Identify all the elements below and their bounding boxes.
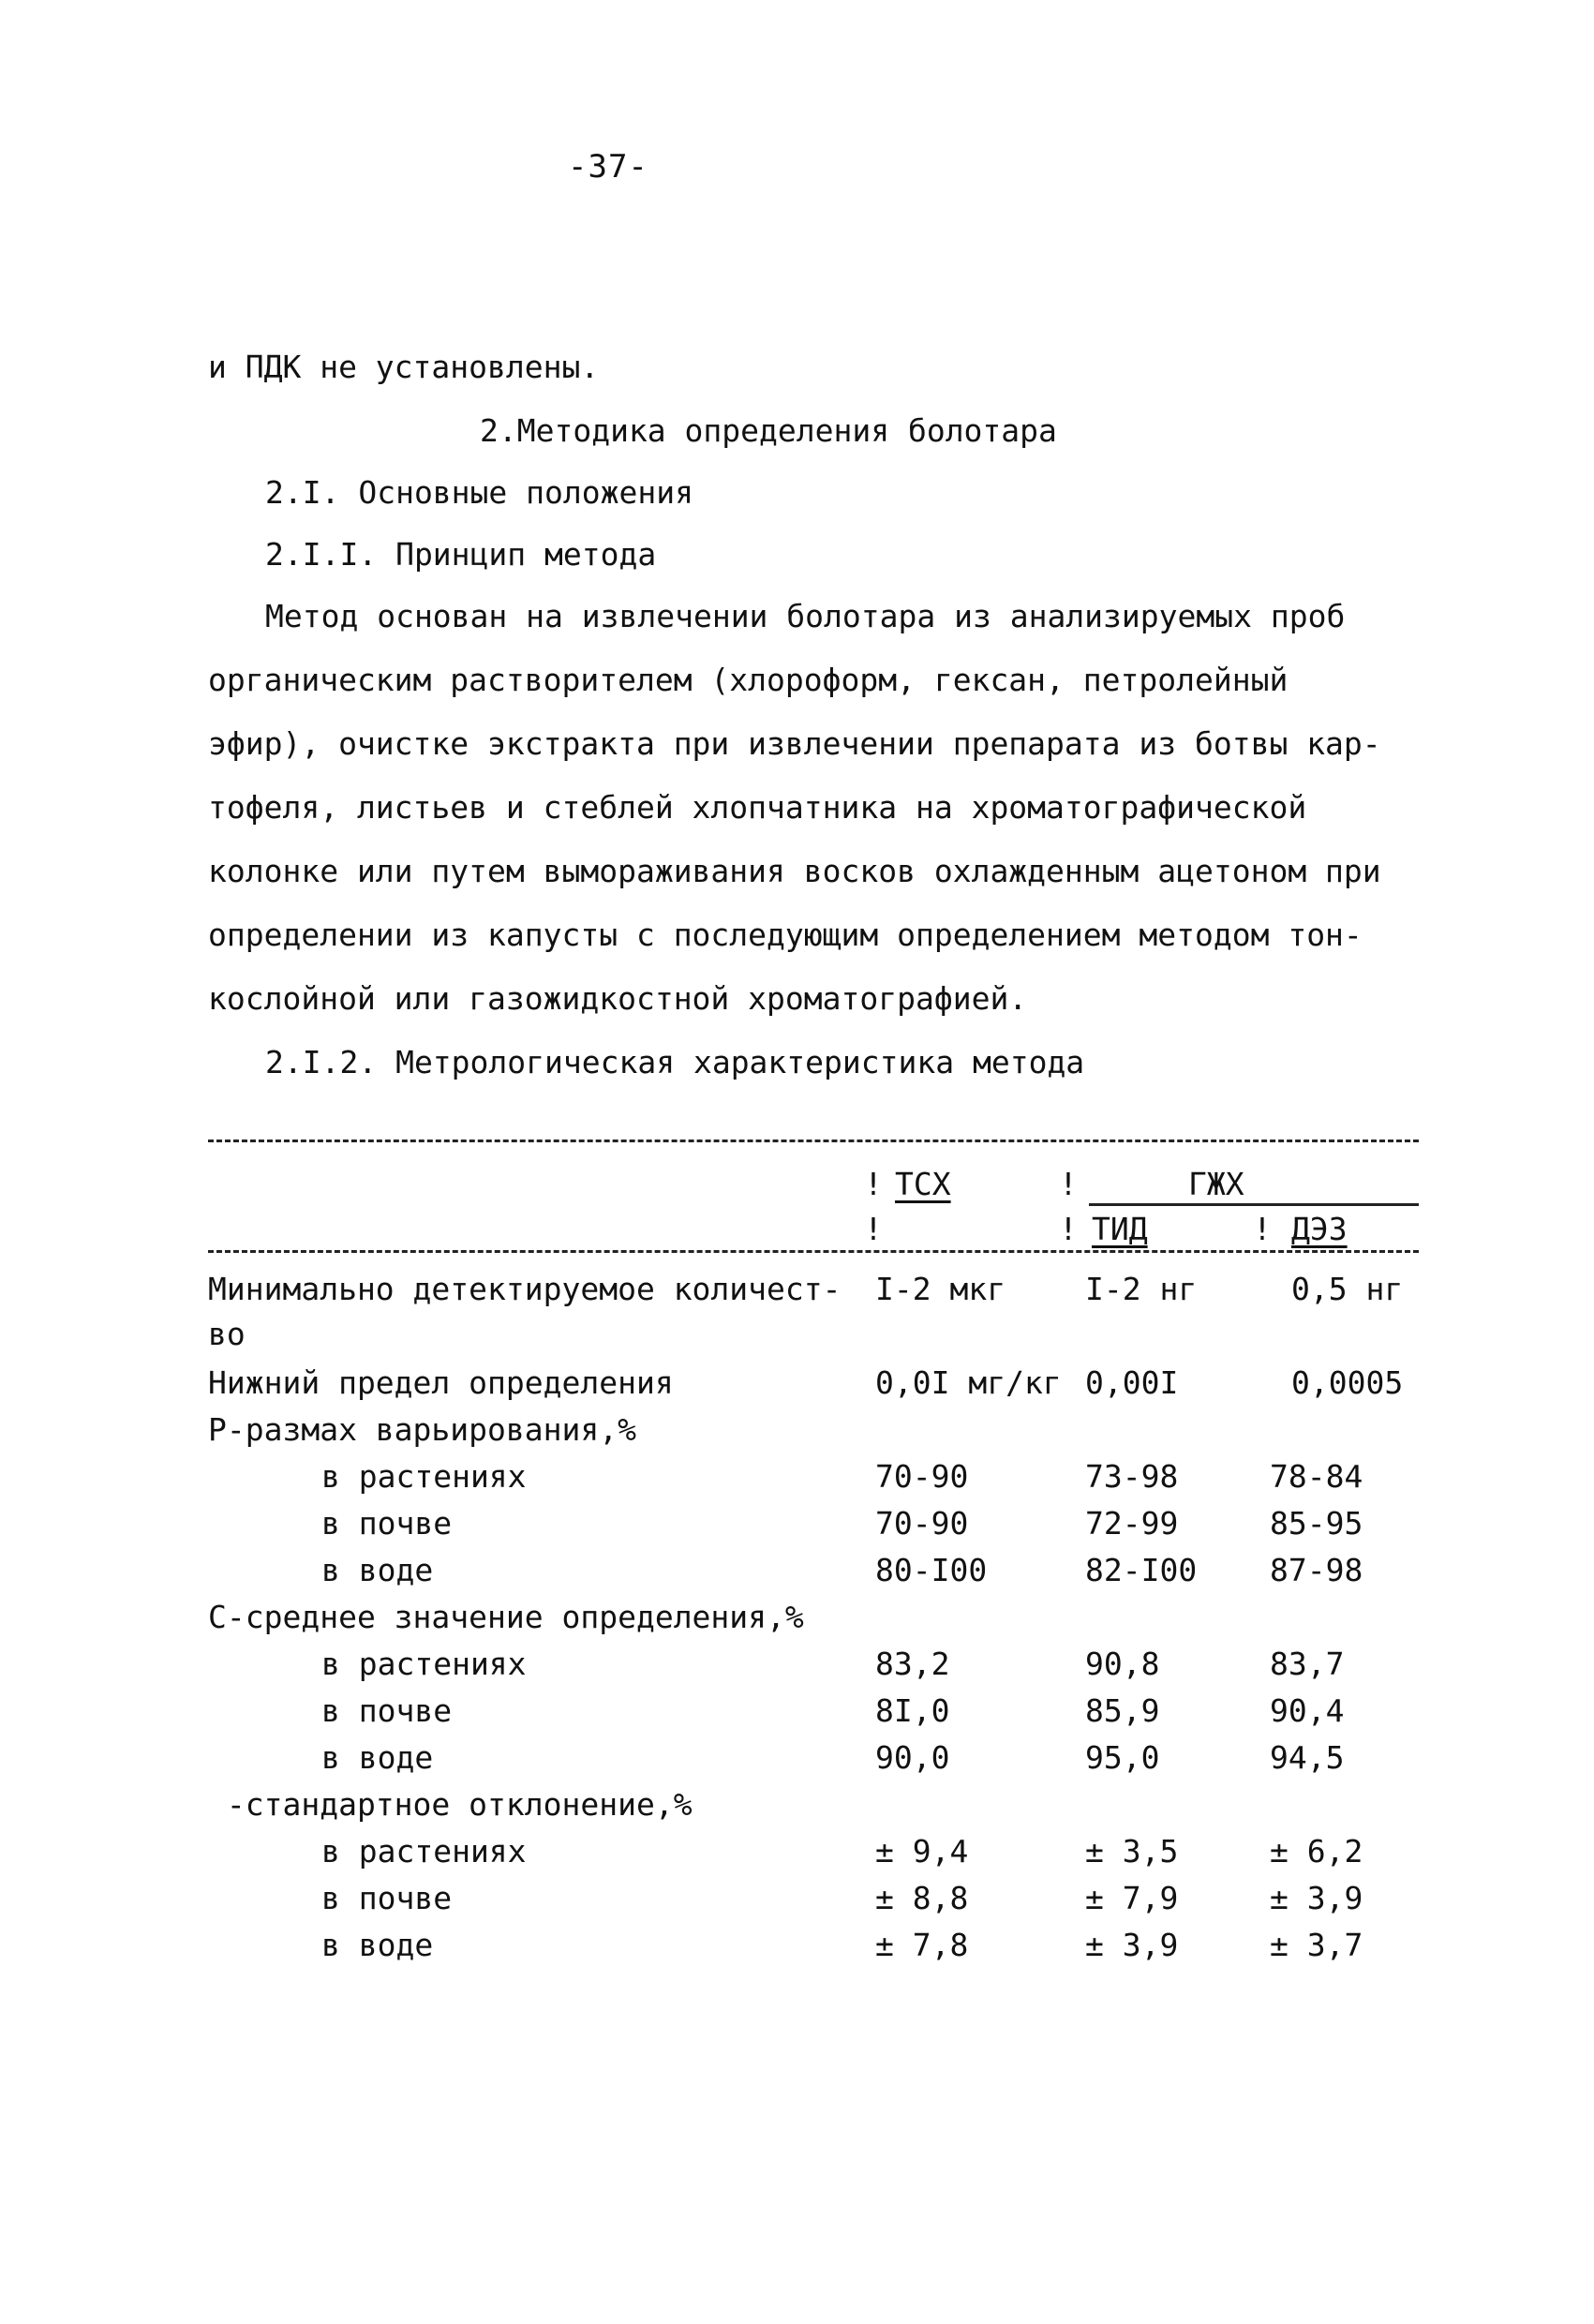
column-separator: ! <box>864 1211 883 1247</box>
cell-tid: 82-I00 <box>1085 1552 1198 1588</box>
row-label: в растениях <box>321 1646 527 1682</box>
cell-dez: 85-95 <box>1270 1505 1363 1542</box>
table-row <box>0 1552 1594 1599</box>
row-label: Нижний предел определения <box>208 1364 674 1401</box>
cell-tid: 0,00I <box>1085 1364 1179 1401</box>
cell-dez: ± 3,7 <box>1270 1927 1363 1963</box>
cell-tid: 85,9 <box>1085 1692 1160 1729</box>
row-label: в почве <box>321 1880 453 1916</box>
intro-line: и ПДК не установлены. <box>208 349 600 385</box>
paragraph-line: колонке или путем вымораживания восков охлажденным ацетоном при <box>208 853 1381 889</box>
cell-tcx: 83,2 <box>875 1646 950 1682</box>
column-separator: ! <box>1059 1166 1078 1202</box>
row-label: в воде <box>321 1739 434 1776</box>
table-row <box>0 1271 1594 1318</box>
header-bottom-rule <box>208 1250 1419 1253</box>
table-row <box>0 1739 1594 1786</box>
table-row <box>0 1364 1594 1411</box>
subsection-heading: 2.I.2. Метрологическая характеристика метода <box>265 1044 1085 1080</box>
paragraph-line: органическим растворителем (хлороформ, гексан, петролейный <box>208 662 1289 698</box>
row-label: в почве <box>321 1692 453 1729</box>
subsection-heading: 2.I. Основные положения <box>265 474 693 511</box>
row-label: С-среднее значение определения,% <box>208 1599 804 1635</box>
group-underline <box>1089 1203 1419 1206</box>
column-separator: ! <box>864 1166 883 1202</box>
cell-tcx: ± 7,8 <box>875 1927 969 1963</box>
paragraph-line: эфир), очистке экстракта при извлечении препарата из ботвы кар- <box>208 725 1381 762</box>
cell-tcx: 70-90 <box>875 1505 969 1542</box>
row-label: в почве <box>321 1505 453 1542</box>
cell-tid: 90,8 <box>1085 1646 1160 1682</box>
row-label: в растениях <box>321 1833 527 1870</box>
paragraph-line: тофеля, листьев и стеблей хлопчатника на хроматографической <box>208 789 1307 826</box>
cell-dez: ± 3,9 <box>1270 1880 1363 1916</box>
table-row <box>0 1505 1594 1552</box>
cell-tid: 72-99 <box>1085 1505 1179 1542</box>
table-row <box>0 1646 1594 1692</box>
subsection-heading: 2.I.I. Принцип метода <box>265 536 657 573</box>
cell-dez: ± 6,2 <box>1270 1833 1363 1870</box>
page-number: -37- <box>568 148 648 186</box>
column-separator: ! <box>1059 1211 1078 1247</box>
table-row <box>0 1833 1594 1880</box>
cell-tcx: 0,0I мг/кг <box>875 1364 1062 1401</box>
table-row <box>0 1786 1594 1833</box>
cell-tid: I-2 нг <box>1085 1271 1198 1307</box>
cell-tid: ± 3,5 <box>1085 1833 1179 1870</box>
row-label: в растениях <box>321 1458 527 1495</box>
column-separator: ! <box>1253 1211 1272 1247</box>
cell-tid: 73-98 <box>1085 1458 1179 1495</box>
column-header-tcx: ТСХ <box>895 1166 951 1202</box>
cell-dez: 78-84 <box>1270 1458 1363 1495</box>
section-title: 2.Методика определения болотара <box>480 412 1057 449</box>
cell-dez: 94,5 <box>1270 1739 1345 1776</box>
cell-tcx: 90,0 <box>875 1739 950 1776</box>
cell-dez: 0,0005 <box>1291 1364 1404 1401</box>
row-label: в воде <box>321 1552 434 1588</box>
row-label: Р-размах варьирования,% <box>208 1411 636 1448</box>
cell-tcx: I-2 мкг <box>875 1271 1006 1307</box>
column-header-tid: ТИД <box>1092 1211 1148 1247</box>
table-row <box>0 1692 1594 1739</box>
paragraph-line: Метод основан на извлечении болотара из анализируемых проб <box>265 598 1346 634</box>
table-row <box>0 1411 1594 1458</box>
cell-tid: ± 3,9 <box>1085 1927 1179 1963</box>
row-label: во <box>208 1316 246 1352</box>
paragraph-line: определении из капусты с последующим определением методом тон- <box>208 916 1363 953</box>
cell-dez: 0,5 нг <box>1291 1271 1404 1307</box>
cell-tid: 95,0 <box>1085 1739 1160 1776</box>
cell-tcx: 80-I00 <box>875 1552 988 1588</box>
row-label: -стандартное отклонение,% <box>208 1786 693 1823</box>
column-header-gzhkh: ГЖХ <box>1188 1166 1244 1202</box>
table-top-rule <box>208 1140 1419 1142</box>
table-row <box>0 1880 1594 1927</box>
cell-tcx: 8I,0 <box>875 1692 950 1729</box>
table-row <box>0 1316 1594 1363</box>
column-header-dez: ДЭЗ <box>1291 1211 1348 1247</box>
table-row <box>0 1458 1594 1505</box>
row-label: Минимально детектируемое количест- <box>208 1271 842 1307</box>
cell-dez: 90,4 <box>1270 1692 1345 1729</box>
cell-tid: ± 7,9 <box>1085 1880 1179 1916</box>
cell-dez: 83,7 <box>1270 1646 1345 1682</box>
table-row <box>0 1927 1594 1974</box>
row-label: в воде <box>321 1927 434 1963</box>
cell-tcx: ± 9,4 <box>875 1833 969 1870</box>
paragraph-line: кослойной или газожидкостной хроматографией. <box>208 980 1028 1017</box>
cell-tcx: ± 8,8 <box>875 1880 969 1916</box>
cell-tcx: 70-90 <box>875 1458 969 1495</box>
cell-dez: 87-98 <box>1270 1552 1363 1588</box>
table-row <box>0 1599 1594 1646</box>
